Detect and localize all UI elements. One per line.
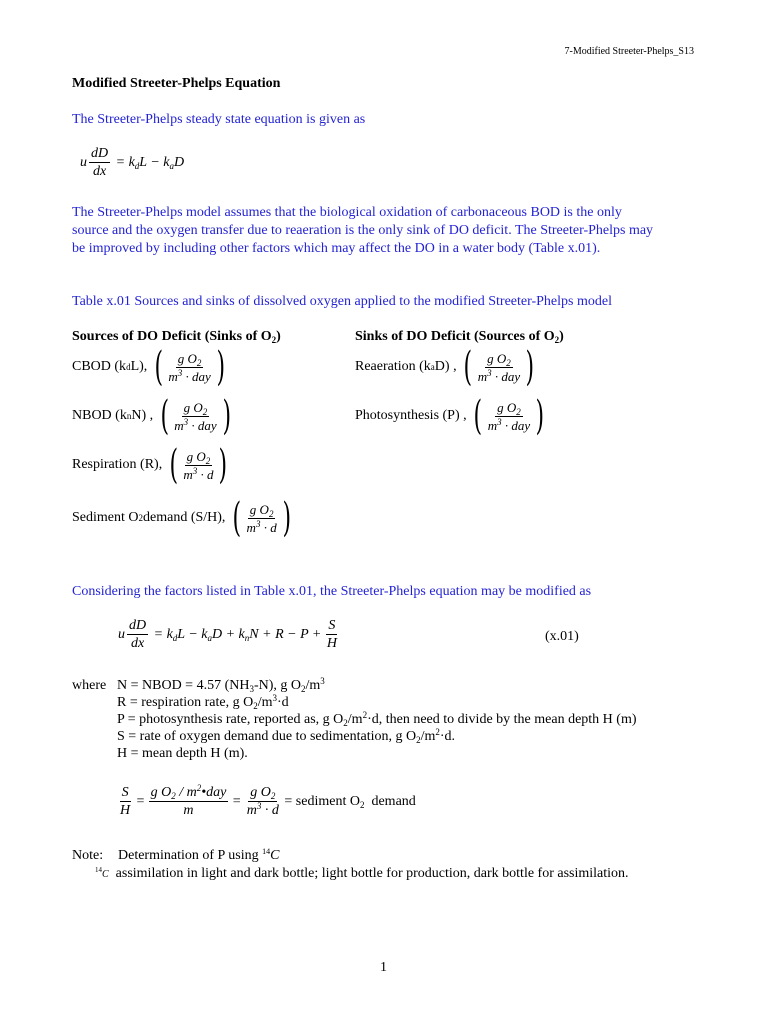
source-sediment-row: Sediment O 2 demand (S/H), ( $\frac{g O_2}{m^3 \cdot d}$ ) [72,495,291,541]
definition-p-tail: ·d, then need to divide by the mean depth H (m) [367,712,637,727]
sink-reaeration-row: Reaeration (k a D) , ( $\frac{g O_2}{m^3 \cdot day}$ ) [355,344,535,390]
source-nbod-row: NBOD (k n N) , ( $\frac{g O_2}{m^3 \cdot day}$ ) [72,393,231,439]
definition-s: S = rate of oxygen demand due to sedimentation, g $O_2/m^2\cdot d$. [117,727,456,745]
equation-number: (x.01) [545,629,579,644]
source-nbod-label: NBOD (k [72,408,127,423]
note-line-1: Determination of P using $^{14}$C [118,847,280,863]
sources-header-text: Sources of DO Deficit (Sinks of O [72,329,272,344]
source-cbod-label: CBOD (k [72,359,127,374]
model-paragraph [72,204,653,258]
sinks-header-text: Sinks of DO Deficit (Sources of O [355,329,555,344]
definition-r-text: R = respiration rate, g O [117,695,254,710]
definition-n-text: N = NBOD = 4.57 (NH [117,678,250,693]
note-label: Note: [72,848,104,863]
note-line-2: $^{14}$C assimilation in light and dark bottle; light bottle for production, dark bottle for assimilation. [95,866,629,881]
definition-p-text: P = photosynthesis rate, reported as, g O [117,712,344,727]
modified-intro-text: Considering the factors listed in Table x.01, the Streeter-Phelps equation may be modified as [72,584,592,599]
source-respiration-label: Respiration (R), [72,457,163,472]
definition-s-text: S = rate of oxygen demand due to sedimentation, g O [117,729,417,744]
document-header-id: 7-Modified Streeter-Phelps_S13 [564,46,694,57]
modified-streeter-phelps-equation: u $\frac{dD}{dx}$ = $k_dL - k_aD + k_nN + R - P$ + $\frac{S}{H}$ [118,618,337,651]
sediment-equation-word: demand [371,793,416,809]
table-caption: Table x.01 Sources and sinks of dissolved oxygen applied to the modified Streeter-Phelps model [72,294,612,309]
sinks-column-header: Sinks of DO Deficit (Sources of $O_2$) [355,329,564,345]
source-respiration-row: Respiration (R), ( $\frac{g O_2}{m^3 \cdot d}$ ) [72,442,228,488]
sources-column-header: Sources of DO Deficit (Sinks of $O_2$) [72,329,281,345]
model-paragraph-line-3: be improved by including other factors which may affect the DO in a water body (Table x.01). [72,241,601,256]
sediment-equation-tail: = sediment O [284,793,360,809]
source-sediment-label-rest: demand (S/H), [143,510,226,525]
page-title: Modified Streeter-Phelps Equation [72,76,281,91]
definition-h: H = mean depth H (m). [117,746,248,761]
source-sediment-label: Sediment O [72,510,139,525]
note-line-1-text: Determination of P using [118,848,259,863]
model-paragraph-line-2: source and the oxygen transfer due to reaeration is the only sink of DO deficit. The Streeter-Phelps may [72,223,654,238]
model-paragraph-line-1: The Streeter-Phelps model assumes that the biological oxidation of carbonaceous BOD is the only [72,205,622,220]
streeter-phelps-equation: u $\frac{dD}{dx}$ = $k_dL - k_aD$ [80,146,185,179]
definition-n: N = NBOD = 4.57 $(NH_3-N)$, g $O_2/m^3$ [117,676,325,694]
page-number: 1 [380,960,387,975]
intro-text: The Streeter-Phelps steady state equation is given as [72,112,366,127]
sink-photosynthesis-row: Photosynthesis (P) , ( $\frac{g O_2}{m^3 \cdot day}$ ) [355,393,545,439]
note-line-2-text: assimilation in light and dark bottle; light bottle for production, dark bottle for assimilation. [115,866,629,881]
sediment-demand-equation: $\frac{S}{H}$ = $\frac{g O_2 / m^2•day}{m}$ = $\frac{g O_2}{m^3 \cdot d}$ = sediment $O_2$ demand [120,783,416,818]
sink-reaeration-label: Reaeration (k [355,359,431,374]
sink-photosynthesis-label: Photosynthesis (P) , [355,408,467,423]
where-label: where [72,678,107,693]
source-cbod-row: CBOD (k d L), ( $\frac{g O_2}{m^3 \cdot day}$ ) [72,344,225,390]
definition-r: R = respiration rate, g $O_2/m^3\cdot d$ [117,693,289,711]
definition-p: P = photosynthesis rate, reported as, g $O_2/m^2\cdot d$, then need to divide by the mean depth H (m) [117,710,637,728]
